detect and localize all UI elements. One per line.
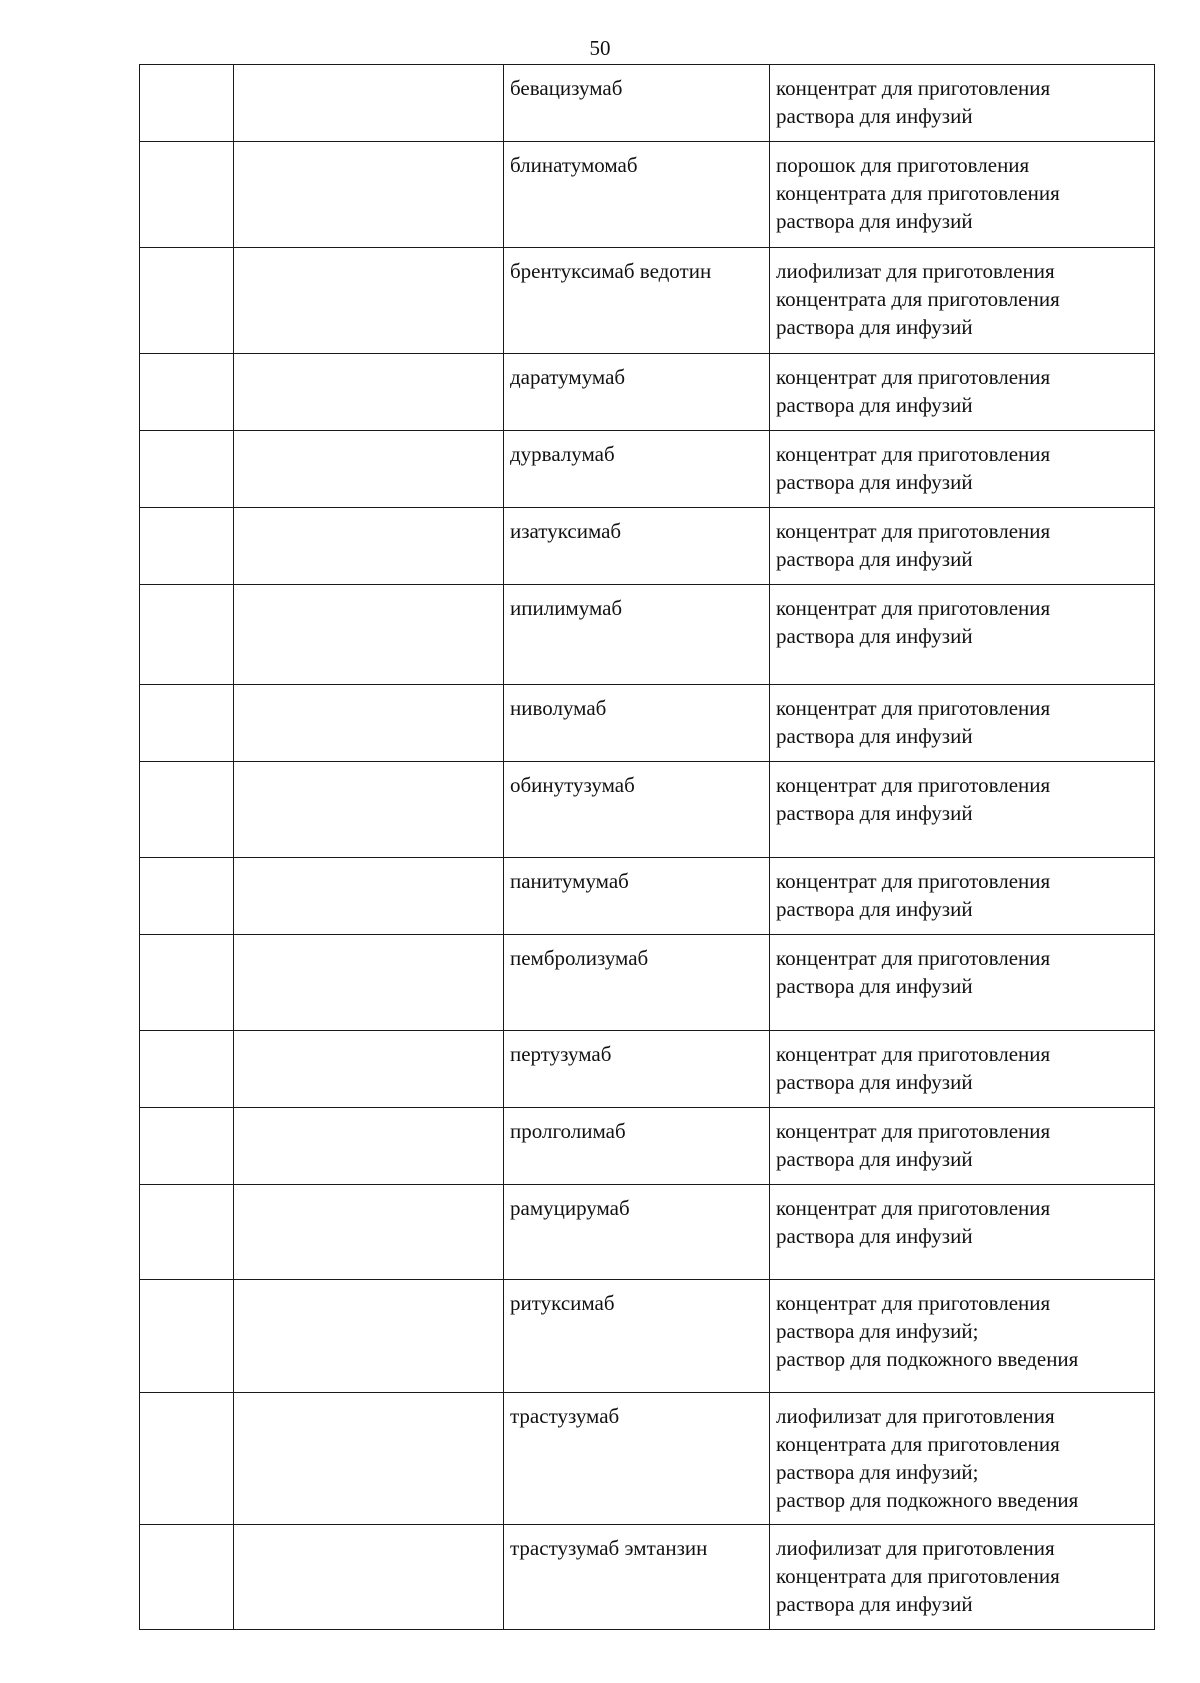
code-cell	[140, 1185, 234, 1280]
code-cell	[140, 1108, 234, 1185]
dosage-form-line: концентрат для приготовления	[776, 442, 1051, 466]
drug-name-cell: ипилимумаб	[504, 585, 770, 685]
dosage-form-line: концентрат для приготовления	[776, 365, 1051, 389]
drug-name-cell: пембролизумаб	[504, 935, 770, 1031]
code-cell	[140, 858, 234, 935]
table-row	[140, 431, 1155, 508]
dosage-form-cell	[770, 431, 1155, 508]
drug-name-cell: трастузумаб эмтанзин	[504, 1525, 770, 1630]
table-row	[140, 1108, 1155, 1185]
code-cell	[140, 1280, 234, 1393]
drug-name-cell: ритуксимаб	[504, 1280, 770, 1393]
dosage-form-cell	[770, 1280, 1155, 1393]
drug-name-cell: брентуксимаб ведотин	[504, 248, 770, 354]
code-cell	[140, 762, 234, 858]
dosage-form-line: раствора для инфузий	[776, 1224, 973, 1248]
dosage-form-line: порошок для приготовления	[776, 153, 1030, 177]
group-cell	[234, 1108, 504, 1185]
dosage-form-line: лиофилизат для приготовления	[776, 259, 1055, 283]
table-row	[140, 508, 1155, 585]
table-row	[140, 685, 1155, 762]
dosage-form-line: раствор для подкожного введения	[776, 1347, 1079, 1371]
code-cell	[140, 1525, 234, 1630]
dosage-form-line: раствора для инфузий	[776, 724, 973, 748]
dosage-form-cell	[770, 585, 1155, 685]
dosage-form-line: раствора для инфузий	[776, 624, 973, 648]
dosage-form-line: концентрат для приготовления	[776, 76, 1051, 100]
dosage-form-line: концентрат для приготовления	[776, 1042, 1051, 1066]
drug-name-cell: панитумумаб	[504, 858, 770, 935]
page-number	[0, 36, 1200, 60]
table-row	[140, 1031, 1155, 1108]
code-cell	[140, 1031, 234, 1108]
dosage-form-line: концентрат для приготовления	[776, 946, 1051, 970]
table-row	[140, 1185, 1155, 1280]
group-cell	[234, 858, 504, 935]
table-row	[140, 1393, 1155, 1525]
table-row	[140, 1280, 1155, 1393]
group-cell	[234, 935, 504, 1031]
group-cell	[234, 431, 504, 508]
drug-name-cell: бевацизумаб	[504, 65, 770, 142]
drug-name-cell: ниволумаб	[504, 685, 770, 762]
dosage-form-line: раствора для инфузий	[776, 393, 973, 417]
group-cell	[234, 585, 504, 685]
dosage-form-line: концентрат для приготовления	[776, 696, 1051, 720]
drug-name-cell: изатуксимаб	[504, 508, 770, 585]
group-cell	[234, 762, 504, 858]
dosage-form-cell	[770, 65, 1155, 142]
group-cell	[234, 1525, 504, 1630]
dosage-form-cell	[770, 354, 1155, 431]
code-cell	[140, 142, 234, 248]
drug-name-cell: пролголимаб	[504, 1108, 770, 1185]
dosage-form-cell	[770, 858, 1155, 935]
dosage-form-cell	[770, 685, 1155, 762]
dosage-form-line: концентрат для приготовления	[776, 1196, 1051, 1220]
dosage-form-cell	[770, 1031, 1155, 1108]
code-cell	[140, 248, 234, 354]
dosage-form-line: концентрата для приготовления	[776, 1564, 1060, 1588]
group-cell	[234, 1280, 504, 1393]
page-number-text: 50	[589, 36, 611, 60]
dosage-form-cell	[770, 508, 1155, 585]
drug-name-cell: даратумумаб	[504, 354, 770, 431]
dosage-form-cell	[770, 142, 1155, 248]
drug-name-cell: обинутузумаб	[504, 762, 770, 858]
table-row	[140, 762, 1155, 858]
dosage-form-line: раствора для инфузий	[776, 315, 973, 339]
group-cell	[234, 248, 504, 354]
code-cell	[140, 685, 234, 762]
table-row	[140, 142, 1155, 248]
dosage-form-line: раствора для инфузий	[776, 104, 973, 128]
dosage-form-line: раствора для инфузий	[776, 1147, 973, 1171]
drug-name-cell: рамуцирумаб	[504, 1185, 770, 1280]
table-row	[140, 248, 1155, 354]
dosage-form-cell	[770, 762, 1155, 858]
drug-name-cell: трастузумаб	[504, 1393, 770, 1525]
dosage-form-line: концентрат для приготовления	[776, 519, 1051, 543]
table-row	[140, 585, 1155, 685]
dosage-form-cell	[770, 1525, 1155, 1630]
dosage-form-line: раствор для подкожного введения	[776, 1488, 1079, 1512]
dosage-form-line: концентрата для приготовления	[776, 181, 1060, 205]
drug-name-cell: пертузумаб	[504, 1031, 770, 1108]
drug-table-body	[140, 65, 1155, 1630]
dosage-form-line: раствора для инфузий	[776, 1592, 973, 1616]
dosage-form-line: лиофилизат для приготовления	[776, 1536, 1055, 1560]
dosage-form-line: концентрат для приготовления	[776, 1119, 1051, 1143]
group-cell	[234, 142, 504, 248]
dosage-form-line: лиофилизат для приготовления	[776, 1404, 1055, 1428]
code-cell	[140, 431, 234, 508]
group-cell	[234, 1031, 504, 1108]
code-cell	[140, 508, 234, 585]
dosage-form-line: концентрат для приготовления	[776, 1291, 1051, 1315]
dosage-form-line: раствора для инфузий;	[776, 1460, 979, 1484]
dosage-form-line: раствора для инфузий	[776, 801, 973, 825]
dosage-form-cell	[770, 1393, 1155, 1525]
dosage-form-line: раствора для инфузий	[776, 209, 973, 233]
drug-name-cell: дурвалумаб	[504, 431, 770, 508]
dosage-form-line: концентрата для приготовления	[776, 1432, 1060, 1456]
table-row	[140, 858, 1155, 935]
group-cell	[234, 1393, 504, 1525]
group-cell	[234, 354, 504, 431]
group-cell	[234, 685, 504, 762]
group-cell	[234, 65, 504, 142]
group-cell	[234, 1185, 504, 1280]
drug-name-cell: блинатумомаб	[504, 142, 770, 248]
dosage-form-line: раствора для инфузий	[776, 470, 973, 494]
dosage-form-cell	[770, 1108, 1155, 1185]
group-cell	[234, 508, 504, 585]
dosage-form-line: концентрат для приготовления	[776, 869, 1051, 893]
dosage-form-line: концентрат для приготовления	[776, 596, 1051, 620]
dosage-form-line: раствора для инфузий	[776, 974, 973, 998]
code-cell	[140, 354, 234, 431]
table-row	[140, 1525, 1155, 1630]
table-row	[140, 935, 1155, 1031]
dosage-form-cell	[770, 248, 1155, 354]
dosage-form-line: концентрата для приготовления	[776, 287, 1060, 311]
code-cell	[140, 1393, 234, 1525]
dosage-form-line: концентрат для приготовления	[776, 773, 1051, 797]
dosage-form-cell	[770, 1185, 1155, 1280]
dosage-form-line: раствора для инфузий	[776, 1070, 973, 1094]
code-cell	[140, 935, 234, 1031]
drug-table	[139, 64, 1155, 1630]
dosage-form-line: раствора для инфузий	[776, 897, 973, 921]
table-row	[140, 354, 1155, 431]
code-cell	[140, 65, 234, 142]
code-cell	[140, 585, 234, 685]
dosage-form-cell	[770, 935, 1155, 1031]
table-row	[140, 65, 1155, 142]
dosage-form-line: раствора для инфузий	[776, 547, 973, 571]
dosage-form-line: раствора для инфузий;	[776, 1319, 979, 1343]
